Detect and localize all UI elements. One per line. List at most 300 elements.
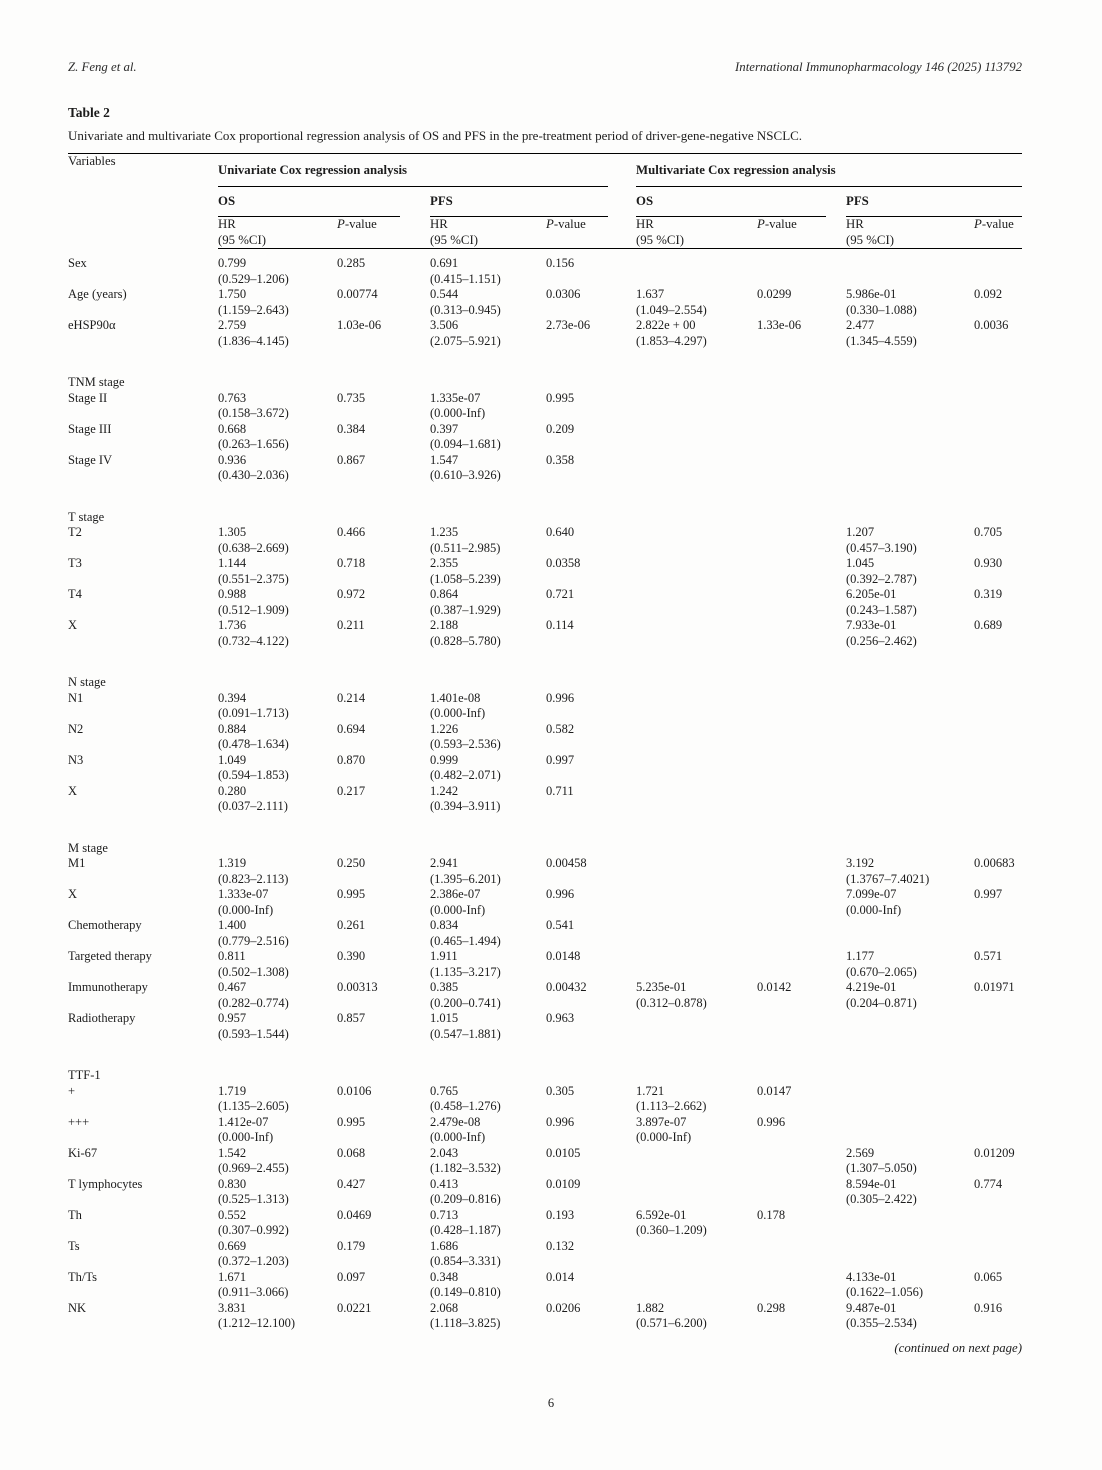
p-value-cell: 0.0469 [337, 1207, 372, 1222]
table-label: Table 2 [68, 105, 110, 120]
p-value-cell: 0.285 [337, 256, 366, 270]
row-label: N stage [68, 675, 106, 689]
header-multi-pfs: PFS [846, 187, 1022, 218]
hr-ci-cell [846, 753, 974, 784]
section-row [68, 675, 1022, 691]
p-value-cell [757, 1239, 846, 1270]
p-value-cell: 0.571 [974, 949, 1003, 963]
table-caption: Univariate and multivariate Cox proportional regression analysis of OS and PFS in the pre-treatment period of driver-gene-negative NSCLC. [68, 128, 803, 143]
running-head-journal: International Immunopharmacology 146 (2025) 113792 [735, 60, 1022, 74]
p-value-cell [757, 1146, 846, 1177]
hr-ci-cell [636, 1270, 757, 1301]
hr-ci-cell: 1.226 (0.593–2.536) [430, 721, 501, 751]
hr-ci-cell: 0.467 (0.282–0.774) [218, 980, 289, 1010]
p-value-cell [974, 722, 1022, 753]
hr-ci-cell [636, 453, 757, 484]
hr-ci-cell: 0.394 (0.091–1.713) [218, 690, 289, 720]
hr-ci-cell: 5.235e-01 (0.312–0.878) [636, 980, 707, 1010]
hr-ci-cell: 0.713 (0.428–1.187) [430, 1207, 501, 1237]
p-value-cell: 0.179 [337, 1238, 366, 1253]
hr-ci-cell: 5.986e-01 (0.330–1.088) [846, 287, 917, 317]
hr-ci-cell [636, 887, 757, 918]
p-value-cell: 0.996 [546, 1114, 575, 1129]
hr-ci-cell [846, 422, 974, 453]
hr-ci-cell: 0.763 (0.158–3.672) [218, 390, 289, 420]
hr-ci-cell: 1.911 (1.135–3.217) [430, 949, 501, 979]
p-value-cell [757, 856, 846, 887]
row-label: X [68, 783, 78, 798]
hr-ci-cell: 7.933e-01 (0.256–2.462) [846, 618, 917, 648]
hr-ci-cell: 2.188 (0.828–5.780) [430, 618, 501, 648]
p-value-cell: 1.33e-06 [757, 318, 802, 332]
table-row [68, 1146, 1022, 1177]
row-label: Targeted therapy [68, 949, 152, 963]
p-value-cell: 0.065 [974, 1269, 1003, 1284]
row-label: M stage [68, 840, 108, 855]
hr-ci-cell: 0.280 (0.037–2.111) [218, 783, 288, 813]
header-pvalue-3: P-value [757, 217, 846, 249]
row-label: Age (years) [68, 287, 127, 301]
p-value-cell: 0.930 [974, 556, 1003, 570]
row-label: Ts [68, 1238, 80, 1253]
hr-ci-cell: 0.864 (0.387–1.929) [430, 587, 501, 617]
hr-ci-cell [636, 949, 757, 980]
row-label: T stage [68, 509, 105, 524]
hr-ci-cell [846, 1208, 974, 1239]
hr-ci-cell: 3.831 (1.212–12.100) [218, 1300, 296, 1330]
hr-ci-cell [636, 691, 757, 722]
table-row [68, 525, 1022, 556]
row-label: Stage III [68, 421, 112, 436]
section-row [68, 375, 1022, 391]
hr-ci-cell: 1.319 (0.823–2.113) [218, 856, 289, 886]
hr-ci-cell [846, 722, 974, 753]
p-value-cell: 0.358 [546, 452, 575, 467]
p-value-cell: 0.0299 [757, 287, 792, 301]
hr-ci-cell: 1.547 (0.610–3.926) [430, 452, 501, 482]
row-label: Stage IV [68, 452, 113, 467]
hr-ci-cell [636, 1146, 757, 1177]
spacer-cell [68, 1042, 1022, 1068]
p-value-cell: 0.068 [337, 1145, 366, 1160]
p-value-cell [757, 887, 846, 918]
hr-ci-cell [636, 249, 757, 288]
p-value-cell [974, 249, 1022, 288]
table-row [68, 1301, 1022, 1332]
p-value-cell [757, 618, 846, 649]
hr-ci-cell: 0.669 (0.372–1.203) [218, 1238, 289, 1268]
p-value-cell: 0.867 [337, 452, 366, 467]
p-value-cell: 0.997 [546, 752, 575, 767]
table-row [68, 949, 1022, 980]
p-value-cell: 0.01209 [974, 1145, 1015, 1160]
header-hr-ci-4: HR (95 %CI) [846, 217, 974, 249]
row-label: M1 [68, 856, 86, 870]
spacer-row [68, 484, 1022, 510]
p-value-cell [974, 1011, 1022, 1042]
p-value-cell: 0.0147 [757, 1083, 792, 1098]
p-value-cell: 0.00313 [337, 980, 378, 994]
hr-ci-cell: 1.686 (0.854–3.331) [430, 1238, 501, 1268]
p-value-cell: 0.092 [974, 287, 1003, 301]
row-label: T3 [68, 556, 82, 570]
hr-ci-cell: 3.192 (1.3767–7.4021) [846, 856, 930, 886]
table-body [68, 249, 1022, 1332]
hr-ci-cell: 1.144 (0.551–2.375) [218, 556, 289, 586]
spacer-row [68, 1042, 1022, 1068]
row-label: +++ [68, 1114, 90, 1129]
hr-ci-cell [846, 249, 974, 288]
p-value-cell: 0.996 [546, 690, 575, 705]
hr-ci-cell: 1.177 (0.670–2.065) [846, 949, 917, 979]
hr-ci-cell [846, 691, 974, 722]
row-label: X [68, 618, 78, 632]
p-value-cell: 0.541 [546, 918, 575, 932]
header-pvalue-4: P-value [974, 217, 1022, 249]
p-value-cell: 0.995 [337, 1114, 366, 1129]
hr-ci-cell: 0.552 (0.307–0.992) [218, 1207, 289, 1237]
hr-ci-cell: 9.487e-01 (0.355–2.534) [846, 1300, 917, 1330]
spacer-row [68, 649, 1022, 675]
p-value-cell [974, 918, 1022, 949]
hr-ci-cell: 4.219e-01 (0.204–0.871) [846, 980, 917, 1010]
hr-ci-cell [846, 1115, 974, 1146]
p-value-cell: 0.916 [974, 1300, 1003, 1315]
hr-ci-cell [846, 453, 974, 484]
p-value-cell: 0.997 [974, 887, 1003, 901]
table-row [68, 453, 1022, 484]
p-value-cell: 1.03e-06 [337, 318, 382, 332]
p-value-cell: 0.211 [337, 618, 365, 632]
hr-ci-cell: 2.759 (1.836–4.145) [218, 318, 289, 348]
p-value-cell: 0.214 [337, 690, 366, 705]
row-label: Ki-67 [68, 1145, 98, 1160]
section-row [68, 1068, 1022, 1084]
p-value-cell [757, 391, 846, 422]
hr-ci-cell: 0.691 (0.415–1.151) [430, 256, 501, 286]
hr-ci-cell: 0.884 (0.478–1.634) [218, 721, 289, 751]
hr-ci-cell: 0.765 (0.458–1.276) [430, 1083, 501, 1113]
row-label: Th [68, 1207, 82, 1222]
p-value-cell: 0.0306 [546, 287, 581, 301]
hr-ci-cell: 0.385 (0.200–0.741) [430, 980, 501, 1010]
hr-ci-cell [636, 918, 757, 949]
table-row [68, 691, 1022, 722]
table-row [68, 918, 1022, 949]
hr-ci-cell: 0.799 (0.529–1.206) [218, 256, 289, 286]
header-uni-os: OS [218, 187, 430, 218]
hr-ci-cell: 1.412e-07 (0.000-Inf) [218, 1114, 274, 1144]
p-value-cell [974, 1084, 1022, 1115]
p-value-cell: 0.870 [337, 752, 366, 767]
hr-ci-cell [636, 753, 757, 784]
hr-ci-cell: 1.400 (0.779–2.516) [218, 918, 289, 948]
header-pvalue-2: P-value [546, 217, 636, 249]
p-value-cell: 0.00458 [546, 856, 587, 870]
hr-ci-cell: 1.015 (0.547–1.881) [430, 1011, 501, 1041]
hr-ci-cell: 2.355 (1.058–5.239) [430, 556, 501, 586]
table-row [68, 318, 1022, 349]
p-value-cell: 0.995 [546, 390, 575, 405]
table-row [68, 856, 1022, 887]
table-row [68, 980, 1022, 1011]
p-value-cell: 0.689 [974, 618, 1003, 632]
p-value-cell: 0.01971 [974, 980, 1015, 994]
p-value-cell: 0.0358 [546, 556, 581, 570]
table-row [68, 391, 1022, 422]
hr-ci-cell: 0.957 (0.593–1.544) [218, 1011, 289, 1041]
p-value-cell [974, 1115, 1022, 1146]
table-row [68, 1084, 1022, 1115]
hr-ci-cell: 2.941 (1.395–6.201) [430, 856, 501, 886]
table-header [68, 154, 1022, 249]
hr-ci-cell: 1.045 (0.392–2.787) [846, 556, 917, 586]
p-value-cell: 0.261 [337, 918, 366, 932]
hr-ci-cell [636, 784, 757, 815]
hr-ci-cell [636, 618, 757, 649]
hr-ci-cell: 4.133e-01 (0.1622–1.056) [846, 1269, 924, 1299]
p-value-cell [757, 784, 846, 815]
p-value-cell [974, 753, 1022, 784]
table-row [68, 618, 1022, 649]
hr-ci-cell: 2.569 (1.307–5.050) [846, 1145, 917, 1175]
hr-ci-cell: 1.401e-08 (0.000-Inf) [430, 690, 486, 720]
hr-ci-cell: 1.235 (0.511–2.985) [430, 525, 501, 555]
p-value-cell: 0.718 [337, 556, 366, 570]
hr-ci-cell: 1.750 (1.159–2.643) [218, 287, 289, 317]
row-label: Th/Ts [68, 1269, 97, 1284]
p-value-cell: 0.132 [546, 1238, 575, 1253]
cox-regression-table [68, 153, 1022, 1332]
p-value-cell: 0.694 [337, 721, 366, 736]
spacer-cell [68, 815, 1022, 841]
p-value-cell: 0.298 [757, 1300, 786, 1315]
p-value-cell: 2.73e-06 [546, 318, 591, 332]
p-value-cell: 0.466 [337, 525, 366, 539]
header-hr-ci-2: HR (95 %CI) [430, 217, 546, 249]
hr-ci-cell [846, 391, 974, 422]
p-value-cell: 0.774 [974, 1176, 1003, 1191]
hr-ci-cell: 1.719 (1.135–2.605) [218, 1083, 289, 1113]
table-row [68, 1239, 1022, 1270]
header-pvalue-1: P-value [337, 217, 430, 249]
p-value-cell: 0.217 [337, 783, 366, 798]
row-label: N2 [68, 721, 84, 736]
row-label: N1 [68, 690, 84, 705]
section-empty-cell [218, 841, 1022, 857]
p-value-cell: 0.721 [546, 587, 575, 601]
hr-ci-cell: 1.242 (0.394–3.911) [430, 783, 501, 813]
p-value-cell: 0.0148 [546, 949, 581, 963]
p-value-cell [757, 722, 846, 753]
p-value-cell: 0.319 [974, 587, 1003, 601]
hr-ci-cell [636, 1011, 757, 1042]
table-row [68, 287, 1022, 318]
p-value-cell [757, 691, 846, 722]
continued-note: (continued on next page) [894, 1340, 1022, 1355]
hr-ci-cell [636, 422, 757, 453]
table-row [68, 1208, 1022, 1239]
p-value-cell [757, 422, 846, 453]
p-value-cell: 0.972 [337, 587, 366, 601]
p-value-cell: 0.0221 [337, 1300, 372, 1315]
p-value-cell: 0.250 [337, 856, 366, 870]
section-empty-cell [218, 375, 1022, 391]
section-row [68, 841, 1022, 857]
p-value-cell: 0.0206 [546, 1300, 581, 1315]
p-value-cell: 0.711 [546, 783, 574, 798]
hr-ci-cell: 1.207 (0.457–3.190) [846, 525, 917, 555]
hr-ci-cell: 1.333e-07 (0.000-Inf) [218, 887, 274, 917]
p-value-cell: 0.735 [337, 390, 366, 405]
p-value-cell: 0.0142 [757, 980, 792, 994]
table-row [68, 587, 1022, 618]
row-label: Immunotherapy [68, 980, 148, 994]
p-value-cell: 0.963 [546, 1011, 575, 1025]
row-label: Sex [68, 255, 87, 270]
p-value-cell [757, 453, 846, 484]
header-hr-ci-1: HR (95 %CI) [218, 217, 337, 249]
row-label: eHSP90α [68, 318, 116, 332]
hr-ci-cell [846, 784, 974, 815]
p-value-cell [757, 1011, 846, 1042]
hr-ci-cell: 1.049 (0.594–1.853) [218, 752, 289, 782]
section-empty-cell [218, 510, 1022, 526]
hr-ci-cell: 2.822e + 00 (1.853–4.297) [636, 318, 707, 348]
hr-ci-cell: 2.043 (1.182–3.532) [430, 1145, 501, 1175]
p-value-cell: 0.384 [337, 421, 366, 436]
p-value-cell: 0.0036 [974, 318, 1009, 332]
header-group-univariate: Univariate Cox regression analysis [218, 154, 636, 187]
section-row [68, 510, 1022, 526]
p-value-cell [757, 1177, 846, 1208]
spacer-row [68, 349, 1022, 375]
p-value-cell: 0.640 [546, 525, 575, 539]
table-row [68, 887, 1022, 918]
p-value-cell [757, 249, 846, 288]
hr-ci-cell [846, 1084, 974, 1115]
hr-ci-cell [846, 1011, 974, 1042]
p-value-cell: 0.582 [546, 721, 575, 736]
row-label: TNM stage [68, 375, 125, 389]
hr-ci-cell: 0.348 (0.149–0.810) [430, 1269, 501, 1299]
header-multi-os: OS [636, 187, 846, 218]
p-value-cell: 0.390 [337, 949, 366, 963]
p-value-cell: 0.857 [337, 1011, 366, 1025]
p-value-cell [974, 691, 1022, 722]
row-label: TTF-1 [68, 1068, 101, 1082]
row-label: T4 [68, 587, 82, 601]
p-value-cell: 0.996 [757, 1114, 786, 1129]
table-row [68, 1115, 1022, 1146]
hr-ci-cell: 3.506 (2.075–5.921) [430, 318, 501, 348]
p-value-cell: 0.00432 [546, 980, 587, 994]
table-row [68, 1011, 1022, 1042]
p-value-cell: 0.0106 [337, 1083, 372, 1098]
hr-ci-cell: 0.999 (0.482–2.071) [430, 752, 501, 782]
table-row [68, 784, 1022, 815]
p-value-cell: 0.0109 [546, 1176, 581, 1191]
row-label: Radiotherapy [68, 1011, 136, 1025]
p-value-cell [974, 1239, 1022, 1270]
hr-ci-cell: 6.205e-01 (0.243–1.587) [846, 587, 917, 617]
hr-ci-cell: 0.811 (0.502–1.308) [218, 949, 289, 979]
table-row [68, 1177, 1022, 1208]
p-value-cell [757, 525, 846, 556]
hr-ci-cell [636, 1177, 757, 1208]
p-value-cell [974, 422, 1022, 453]
p-value-cell: 0.305 [546, 1083, 575, 1098]
table-row [68, 753, 1022, 784]
p-value-cell [757, 753, 846, 784]
table-row [68, 249, 1022, 288]
hr-ci-cell: 2.477 (1.345–4.559) [846, 318, 917, 348]
row-label: T lymphocytes [68, 1176, 143, 1191]
hr-ci-cell [636, 556, 757, 587]
p-value-cell [757, 1270, 846, 1301]
hr-ci-cell: 6.592e-01 (0.360–1.209) [636, 1207, 707, 1237]
hr-ci-cell: 2.068 (1.118–3.825) [430, 1300, 501, 1330]
p-value-cell: 0.0105 [546, 1145, 581, 1160]
hr-ci-cell: 3.897e-07 (0.000-Inf) [636, 1114, 692, 1144]
p-value-cell: 0.427 [337, 1176, 366, 1191]
spacer-cell [68, 649, 1022, 675]
hr-ci-cell: 1.736 (0.732–4.122) [218, 618, 289, 648]
hr-ci-cell: 2.479e-08 (0.000-Inf) [430, 1114, 486, 1144]
hr-ci-cell: 0.988 (0.512–1.909) [218, 587, 289, 617]
p-value-cell [757, 587, 846, 618]
hr-ci-cell: 0.830 (0.525–1.313) [218, 1176, 289, 1206]
hr-ci-cell [636, 525, 757, 556]
hr-ci-cell: 8.594e-01 (0.305–2.422) [846, 1176, 917, 1206]
spacer-cell [68, 349, 1022, 375]
p-value-cell: 0.00774 [337, 287, 378, 301]
running-head-author: Z. Feng et al. [68, 60, 137, 74]
section-empty-cell [218, 675, 1022, 691]
table-row [68, 422, 1022, 453]
p-value-cell [757, 918, 846, 949]
hr-ci-cell: 0.668 (0.263–1.656) [218, 421, 289, 451]
hr-ci-cell [636, 1239, 757, 1270]
hr-ci-cell: 1.721 (1.113–2.662) [636, 1083, 707, 1113]
hr-ci-cell: 0.413 (0.209–0.816) [430, 1176, 501, 1206]
p-value-cell [757, 556, 846, 587]
p-value-cell: 0.114 [546, 618, 574, 632]
hr-ci-cell: 1.335e-07 (0.000-Inf) [430, 390, 486, 420]
hr-ci-cell: 2.386e-07 (0.000-Inf) [430, 887, 486, 917]
page-number: 6 [547, 1396, 555, 1410]
hr-ci-cell: 1.882 (0.571–6.200) [636, 1300, 707, 1330]
header-hr-ci-3: HR (95 %CI) [636, 217, 757, 249]
spacer-row [68, 815, 1022, 841]
spacer-cell [68, 484, 1022, 510]
row-label: X [68, 887, 78, 901]
row-label: Stage II [68, 390, 108, 405]
row-label: + [68, 1083, 76, 1098]
table-row [68, 1270, 1022, 1301]
hr-ci-cell [636, 587, 757, 618]
hr-ci-cell: 0.397 (0.094–1.681) [430, 421, 501, 451]
header-variables: Variables [68, 154, 116, 168]
table-row [68, 722, 1022, 753]
row-label: NK [68, 1300, 87, 1315]
p-value-cell: 0.995 [337, 887, 366, 901]
page-content [68, 0, 1022, 1356]
p-value-cell: 0.097 [337, 1269, 366, 1284]
p-value-cell [974, 784, 1022, 815]
running-head [68, 0, 1022, 75]
hr-ci-cell: 0.834 (0.465–1.494) [430, 918, 501, 948]
